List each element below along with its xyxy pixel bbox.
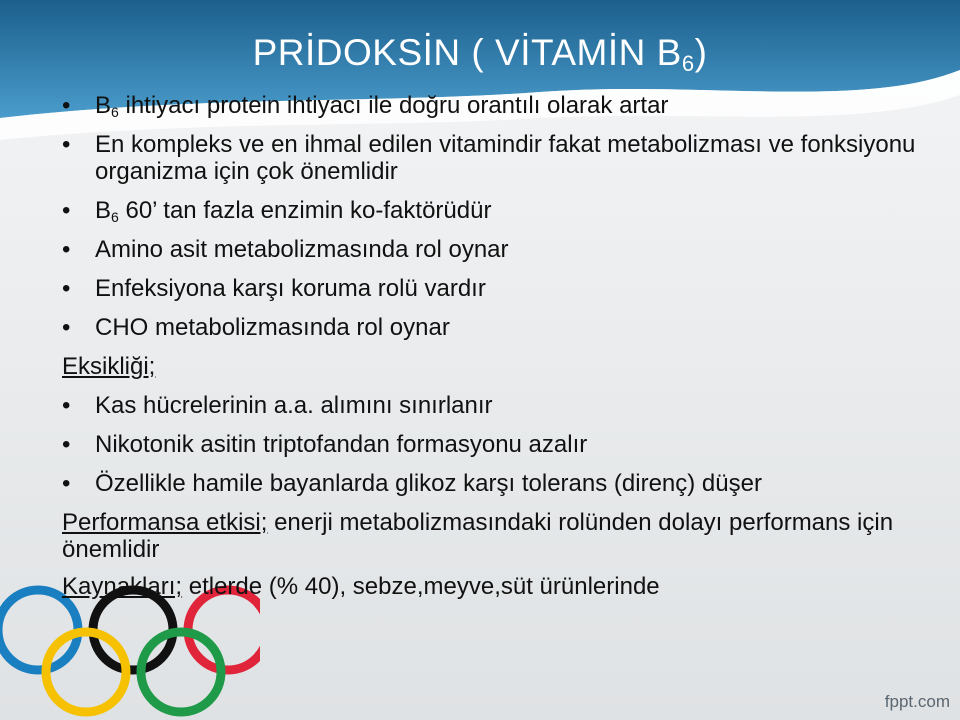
bullet-text: Kas hücrelerinin a.a. alımını sınırlanır bbox=[95, 392, 493, 419]
title-subscript: 6 bbox=[681, 51, 695, 76]
bullet-item bbox=[62, 431, 932, 458]
bullet-text: Amino asit metabolizmasında rol oynar bbox=[95, 236, 509, 263]
deficiency-heading: Eksikliği; bbox=[62, 353, 156, 380]
bullet-text: Enfeksiyona karşı koruma rolü vardır bbox=[95, 275, 486, 302]
title-suffix: ) bbox=[694, 32, 708, 73]
title-prefix: PRİDOKSİN ( VİTAMİN B bbox=[252, 32, 682, 73]
slide-title bbox=[0, 32, 960, 74]
performance-label: Performansa etkisi; bbox=[62, 509, 268, 536]
bullet-subscript: 6 bbox=[111, 104, 119, 120]
bullet-item bbox=[62, 197, 932, 224]
bullet-item bbox=[62, 392, 932, 419]
bullet-item bbox=[62, 314, 932, 341]
performance-paragraph bbox=[62, 509, 932, 563]
sources-paragraph bbox=[62, 573, 932, 600]
bullet-text: Özellikle hamile bayanlarda glikoz karşı tolerans (direnç) düşer bbox=[95, 470, 762, 497]
performance-text: enerji metabolizmasındaki rolünden dolayı performans için önemlidir bbox=[62, 509, 894, 563]
bullet-subscript: 6 bbox=[111, 209, 119, 225]
sources-text: etlerde (% 40), sebze,meyve,süt ürünlerinde bbox=[182, 573, 660, 600]
bullet-text: En kompleks ve en ihmal edilen vitamindir fakat metabolizması ve fonksiyonu organizma için çok önemlidir bbox=[95, 131, 916, 185]
bullet-item bbox=[62, 236, 932, 263]
slide-content bbox=[62, 92, 932, 610]
bullet-text: Nikotonik asitin triptofandan formasyonu azalır bbox=[95, 431, 588, 458]
bullet-text: CHO metabolizmasında rol oynar bbox=[95, 314, 450, 341]
bullet-item bbox=[62, 470, 932, 497]
bullet-text: 60’ tan fazla enzimin ko-faktörüdür bbox=[118, 197, 492, 224]
footer-brand: fppt.com bbox=[884, 692, 950, 711]
bullet-text: ihtiyacı protein ihtiyacı ile doğru orantılı olarak artar bbox=[118, 92, 669, 119]
bullet-item bbox=[62, 92, 932, 119]
bullet-prefix: B bbox=[95, 92, 112, 119]
sources-label: Kaynakları; bbox=[62, 573, 183, 600]
bullet-item bbox=[62, 275, 932, 302]
bullet-item bbox=[62, 131, 932, 185]
bullet-prefix: B bbox=[95, 197, 112, 224]
